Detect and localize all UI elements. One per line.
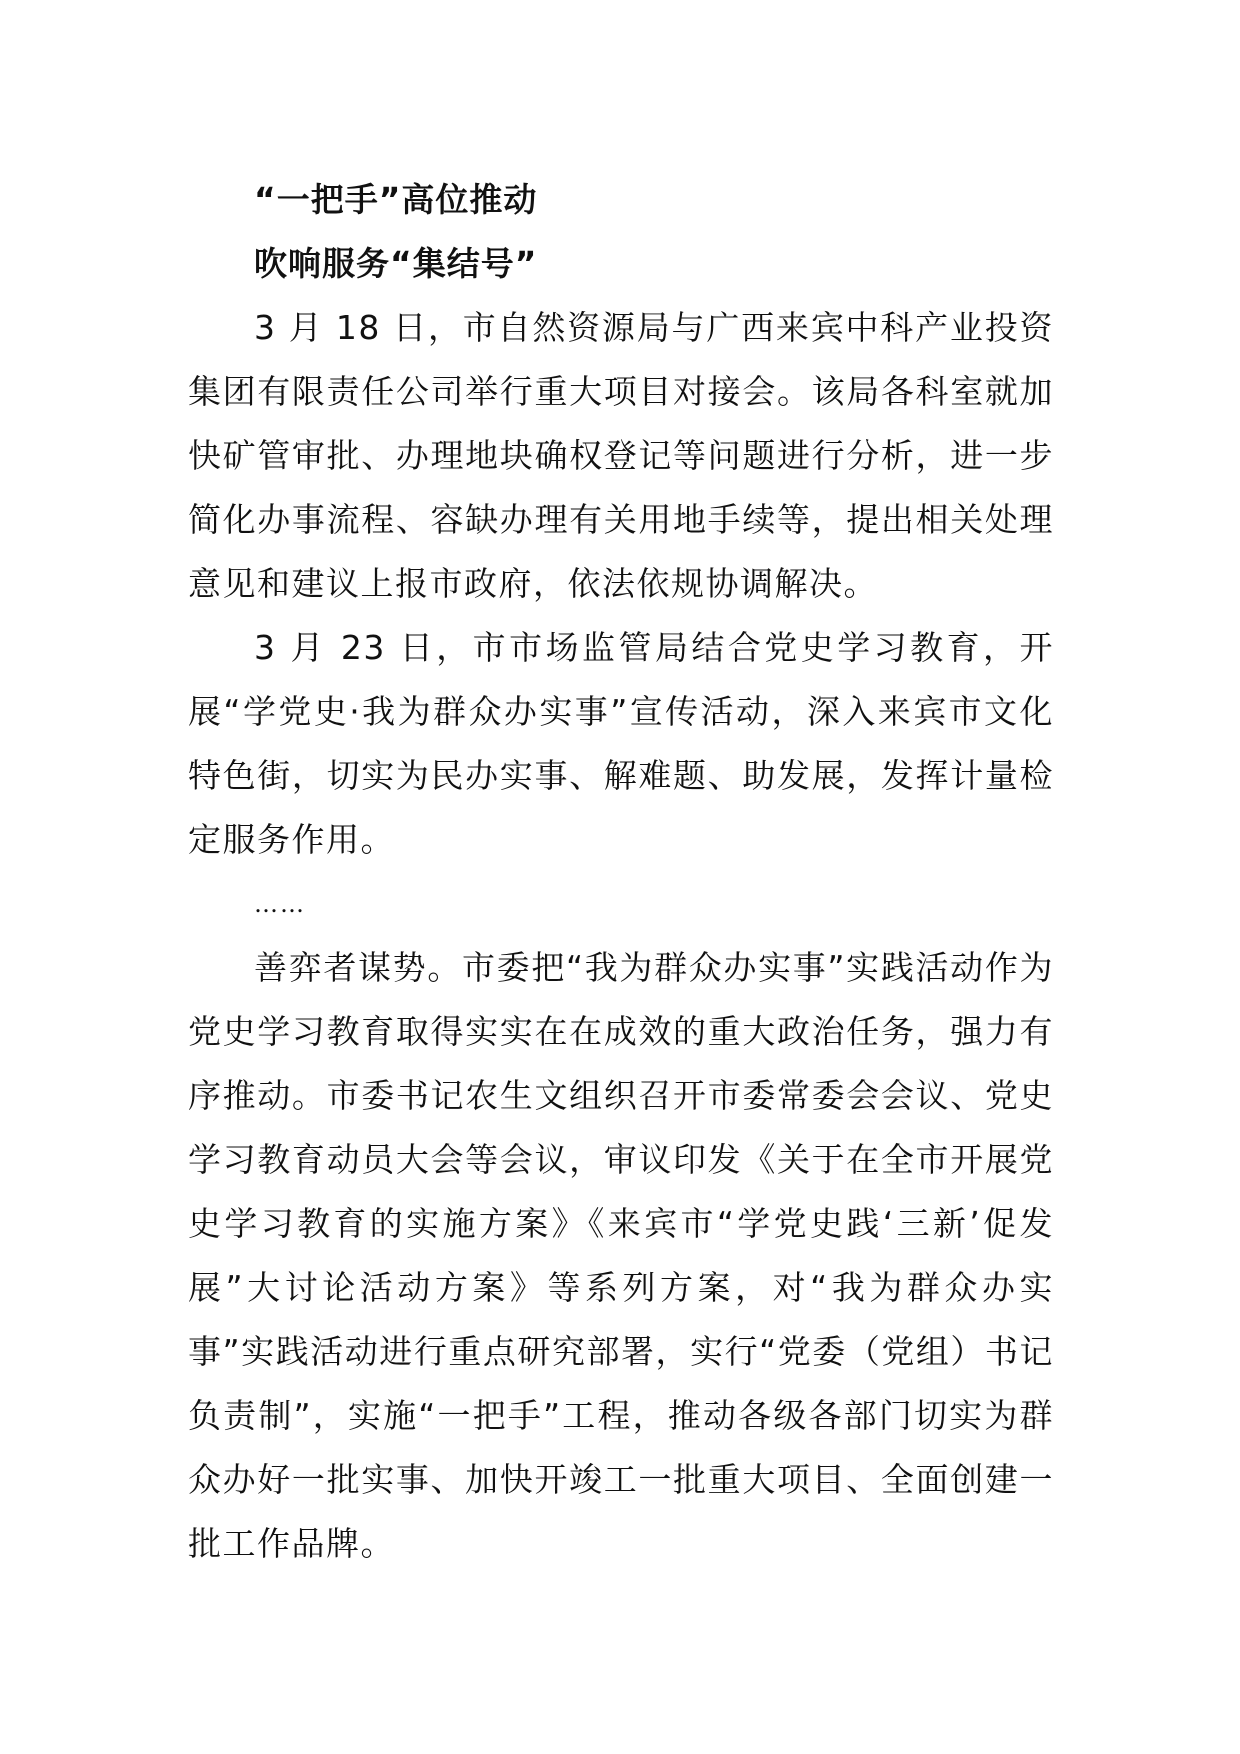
article-body — [188, 168, 1054, 1576]
section-heading-line-1: “一把手”高位推动 — [254, 180, 538, 219]
ellipsis-separator: …… — [254, 890, 306, 918]
paragraph-market-supervision-bureau: 3 月 23 日，市市场监管局结合党史学习教育，开展“学党史·我为群众办实事”宣传活动，深入来宾市文化特色街，切实为民办实事、解难题、助发展，发挥计量检定服务作用。 — [188, 628, 1054, 859]
paragraph-natural-resources-bureau: 3 月 18 日，市自然资源局与广西来宾中科产业投资集团有限责任公司举行重大项目对接会。该局各科室就加快矿管审批、办理地块确权登记等问题进行分析，进一步简化办事流程、容缺办理有关用地手续等，提出相关处理意见和建议上报市政府，依法依规协调解决。 — [188, 308, 1054, 603]
paragraph-municipal-committee: 善弈者谋势。市委把“我为群众办实事”实践活动作为党史学习教育取得实实在在成效的重大政治任务，强力有序推动。市委书记农生文组织召开市委常委会会议、党史学习教育动员大会等会议，审议印发《关于在全市开展党史学习教育的实施方案》《来宾市“学党史践‘三新’促发展”大讨论活动方案》等系列方案，对“我为群众办实事”实践活动进行重点研究部署，实行“党委（党组）书记负责制”，实施“一把手”工程，推动各级各部门切实为群众办好一批实事、加快开竣工一批重大项目、全面创建一批工作品牌。 — [188, 948, 1054, 1563]
section-heading-line-2: 吹响服务“集结号” — [254, 244, 538, 283]
